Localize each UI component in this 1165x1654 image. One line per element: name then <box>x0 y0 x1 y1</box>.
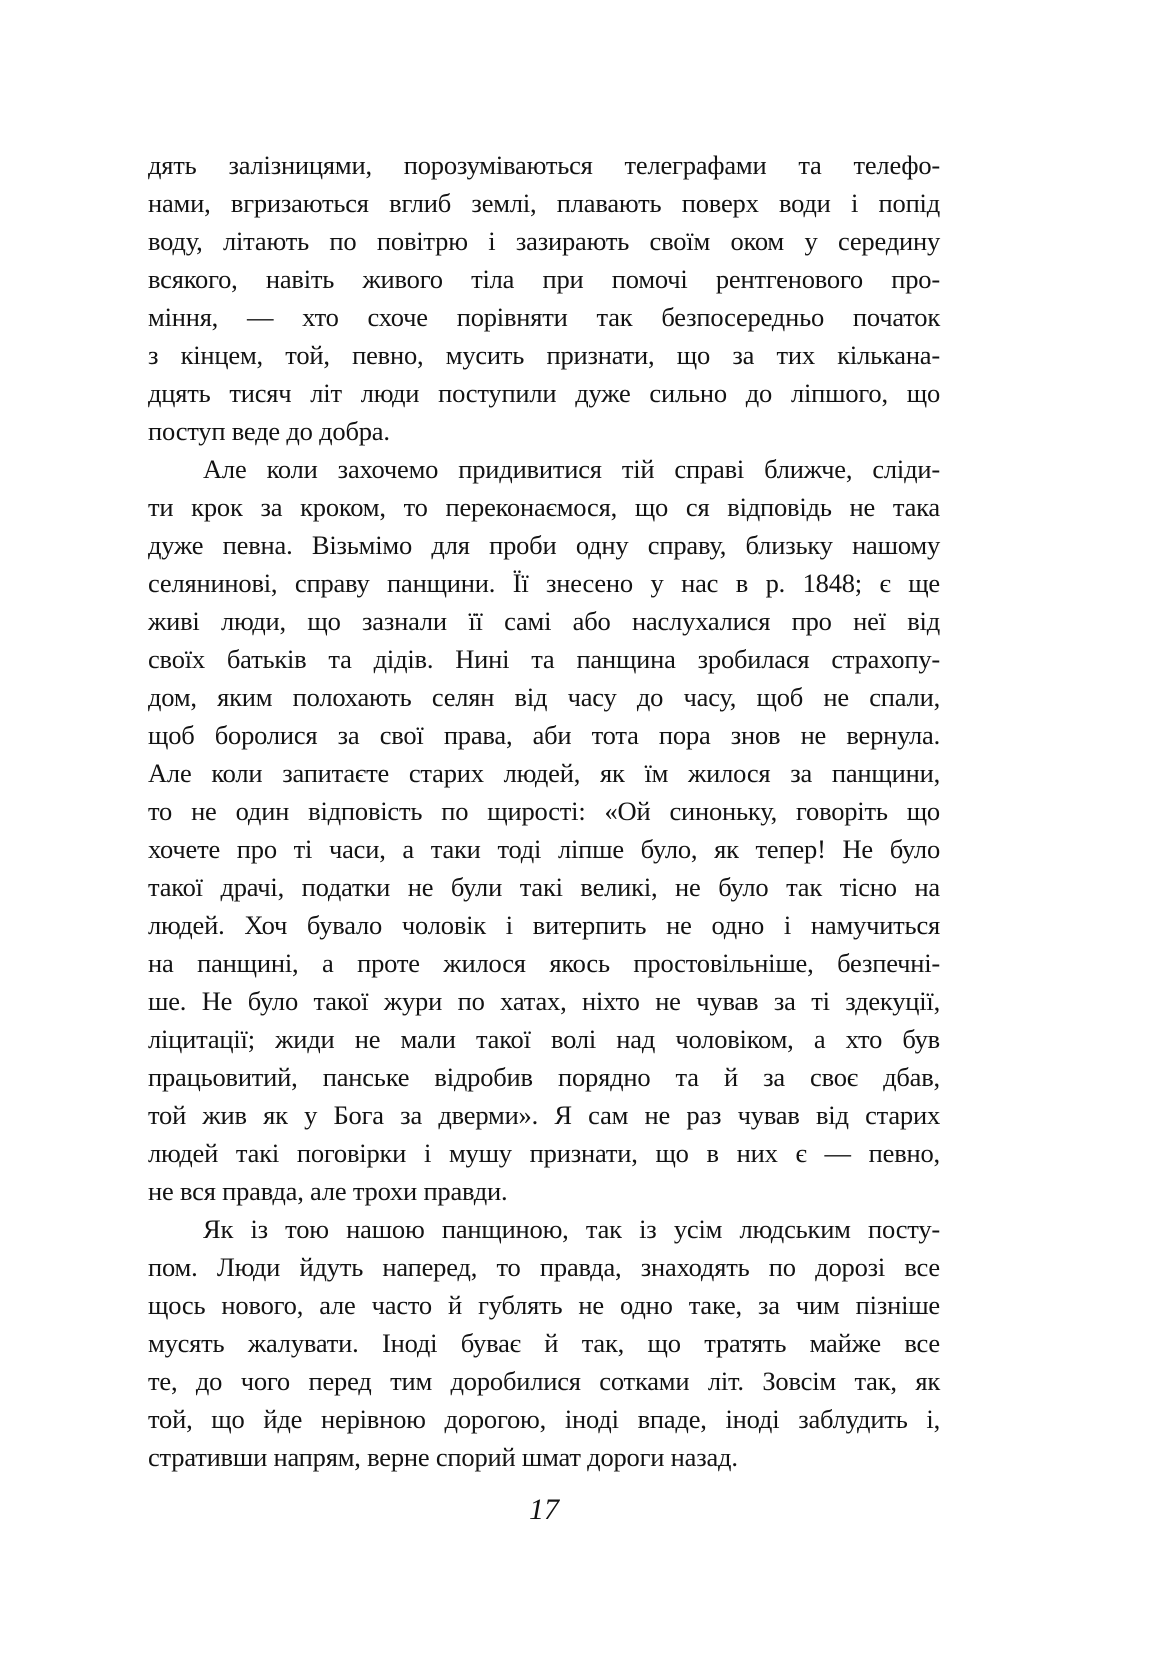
text-line: на панщині, а проте жилося якось простовільніше, безпечні- <box>148 948 940 978</box>
text-line: стративши напрям, верне спорий шмат дороги назад. <box>148 1442 738 1472</box>
text-line: людей. Хоч бувало чоловік і витерпить не одно і намучиться <box>148 910 940 940</box>
text-line: ше. Не було такої жури по хатах, ніхто не чував за ті здекуції, <box>148 986 940 1016</box>
text-line: дуже певна. Візьмімо для проби одну справу, близьку нашому <box>148 530 940 560</box>
text-line: з кінцем, той, певно, мусить признати, що за тих кількана- <box>148 340 940 370</box>
text-line: всякого, навіть живого тіла при помочі рентгенового про- <box>148 264 940 294</box>
text-line: нами, вгризаються вглиб землі, плавають поверх води і попід <box>148 188 940 218</box>
paragraph <box>148 450 940 1210</box>
text-line: дом, яким полохають селян від часу до часу, щоб не спали, <box>148 682 940 712</box>
text-line: живі люди, що зазнали її самі або наслухалися про неї від <box>148 606 940 636</box>
text-line: ліцитації; жиди не мали такої волі над чоловіком, а хто був <box>148 1024 940 1054</box>
text-line: той жив як у Бога за дверми». Я сам не раз чував від старих <box>148 1100 940 1130</box>
text-line: селянинові, справу панщини. Її знесено у нас в р. 1848; є ще <box>148 568 940 598</box>
page-text <box>148 146 940 1476</box>
text-line: працьовитий, панське відробив порядно та й за своє дбав, <box>148 1062 940 1092</box>
text-line: своїх батьків та дідів. Нині та панщина зробилася страхопу- <box>148 644 940 674</box>
text-line: Але коли захочемо придивитися тій справі ближче, сліди- <box>203 454 940 484</box>
text-line: такої драчі, податки не були такі великі, не було так тісно на <box>148 872 940 902</box>
text-line: мусять жалувати. Іноді буває й так, що тратять майже все <box>148 1328 940 1358</box>
text-line: хочете про ті часи, а таки тоді ліпше було, як тепер! Не було <box>148 834 940 864</box>
text-line: міння, — хто схоче порівняти так безпосередньо початок <box>148 302 940 332</box>
text-line: щоб боролися за свої права, аби тота пора знов не вернула. <box>148 720 940 750</box>
text-line: пом. Люди йдуть наперед, то правда, знаходять по дорозі все <box>148 1252 940 1282</box>
text-line: дять залізницями, порозуміваються телеграфами та телефо- <box>148 150 940 180</box>
text-line: ти крок за кроком, то переконаємося, що ся відповідь не така <box>148 492 940 522</box>
text-line: Але коли запитаєте старих людей, як їм жилося за панщини, <box>148 758 940 788</box>
text-line: то не один відповість по щирості: «Ой синоньку, говоріть що <box>148 796 940 826</box>
text-line: не вся правда, але трохи правди. <box>148 1176 508 1206</box>
text-line: дцять тисяч літ люди поступили дуже сильно до ліпшого, що <box>148 378 940 408</box>
text-line: воду, літають по повітрю і зазирають своїм оком у середину <box>148 226 940 256</box>
text-line: щось нового, але часто й гублять не одно таке, за чим пізніше <box>148 1290 940 1320</box>
text-line: Як із тою нашою панщиною, так із усім людським посту- <box>203 1214 940 1244</box>
text-line: людей такі поговірки і мушу признати, що в них є — певно, <box>148 1138 940 1168</box>
paragraph <box>148 1210 940 1476</box>
page-number: 17 <box>529 1493 559 1526</box>
paragraph <box>148 146 940 450</box>
text-line: те, до чого перед тим доробилися сотками літ. Зовсім так, як <box>148 1366 940 1396</box>
text-line: той, що йде нерівною дорогою, іноді впаде, іноді заблудить і, <box>148 1404 940 1434</box>
text-line: поступ веде до добра. <box>148 416 390 446</box>
